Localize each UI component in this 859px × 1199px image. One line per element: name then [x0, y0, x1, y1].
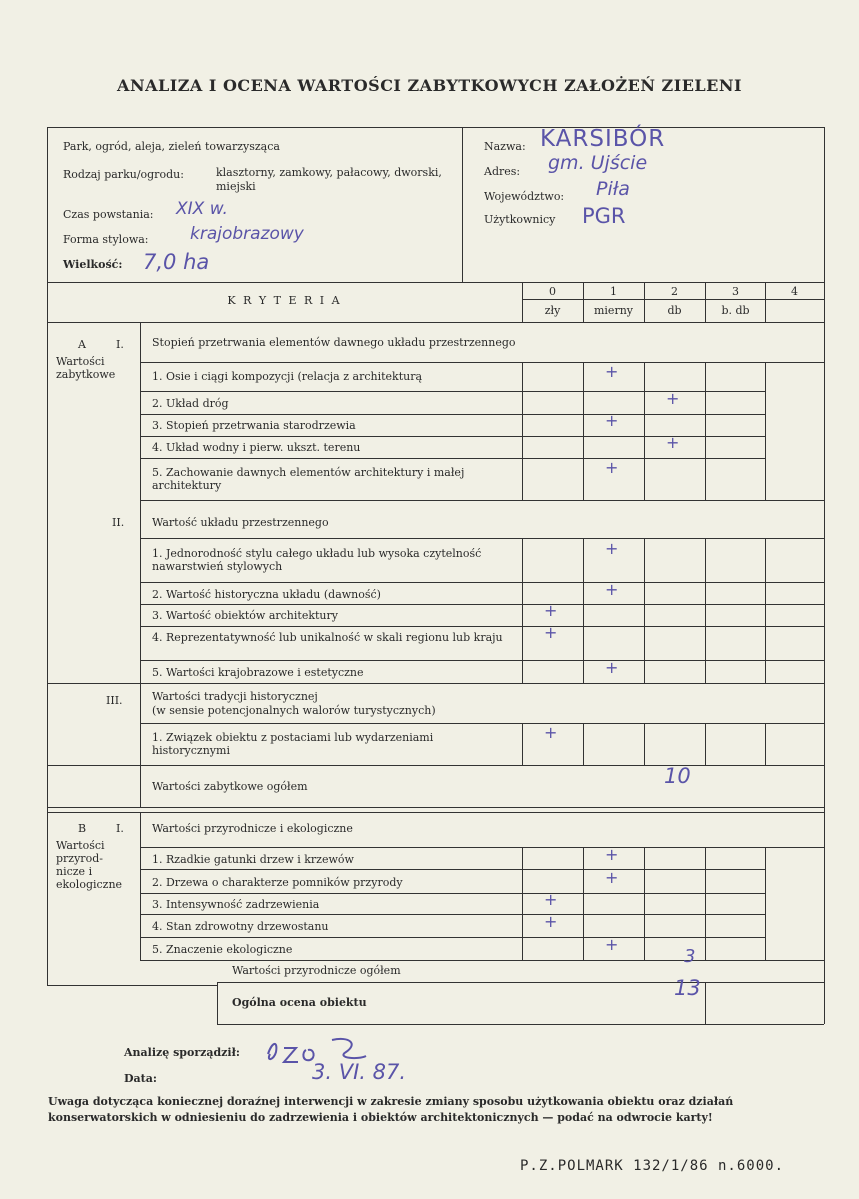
- a-i-item-3: 3. Stopień przetrwania starodrzewia: [152, 419, 356, 432]
- adres-label: Adres:: [484, 165, 521, 178]
- section-b-name-1: Wartości: [56, 839, 105, 852]
- a-i-item-1: 1. Osie i ciągi kompozycji (relacja z architekturą: [152, 370, 423, 383]
- section-a-total-value: 10: [664, 764, 691, 788]
- a-ii-item-2: 2. Wartość historyczna układu (dawność): [152, 588, 381, 601]
- a-ii-mark-2: +: [605, 580, 619, 599]
- a-ii-mark-1: +: [605, 539, 619, 558]
- a-i-mark-3: +: [605, 411, 619, 430]
- nazwa-label: Nazwa:: [484, 140, 526, 153]
- nazwa-value: KARSIBÓR: [540, 126, 666, 152]
- group-ii-title: Wartość układu przestrzennego: [152, 516, 329, 529]
- b-i-item-4: 4. Stan zdrowotny drzewostanu: [152, 920, 329, 933]
- forma-value: krajobrazowy: [190, 224, 304, 244]
- a-i-mark-4: +: [666, 433, 680, 452]
- a-iii-mark-1: +: [544, 723, 558, 742]
- a-ii-item-5: 5. Wartości krajobrazowe i estetyczne: [152, 666, 364, 679]
- score-label-2: db: [667, 304, 682, 317]
- b-i-item-1: 1. Rzadkie gatunki drzew i krzewów: [152, 853, 354, 866]
- forma-label: Forma stylowa:: [63, 233, 149, 246]
- section-b-name-4: ekologiczne: [56, 878, 123, 891]
- czas-label: Czas powstania:: [63, 208, 154, 221]
- section-b-numeral: I.: [116, 822, 124, 835]
- score-label-1: mierny: [593, 304, 633, 317]
- group-i-title: Stopień przetrwania elementów dawnego układu przestrzennego: [152, 336, 516, 349]
- adres-value: gm. Ujście: [548, 152, 648, 174]
- section-b-total-label: Wartości przyrodnicze ogółem: [232, 964, 401, 977]
- section-a-letter: A: [78, 338, 86, 351]
- kryteria-heading: K R Y T E R I A: [227, 294, 342, 307]
- b-i-mark-3: +: [544, 890, 558, 909]
- a-ii-mark-5: +: [605, 658, 619, 677]
- b-i-mark-2: +: [605, 868, 619, 887]
- a-ii-item-3: 3. Wartość obiektów architektury: [152, 609, 338, 622]
- a-iii-item-1: 1. Związek obiektu z postaciami lub wydarzeniami historycznymi: [152, 731, 434, 757]
- group-ii-numeral: II.: [112, 516, 125, 529]
- czas-value: XIX w.: [176, 199, 228, 219]
- a-ii-item-4: 4. Reprezentatywność lub unikalność w skali regionu lub kraju: [152, 631, 503, 644]
- a-i-mark-5: +: [605, 458, 619, 477]
- section-a-total-label: Wartości zabytkowe ogółem: [152, 780, 308, 793]
- overall-value: 13: [674, 976, 701, 1000]
- a-i-item-5: 5. Zachowanie dawnych elementów architektury i małej architektury: [152, 466, 465, 492]
- section-b-name-2: przyrod-: [56, 852, 103, 865]
- data-value: 3. VI. 87.: [312, 1060, 407, 1084]
- group-iii-title: Wartości tradycji historycznej: [152, 690, 318, 703]
- b-i-item-5: 5. Znaczenie ekologiczne: [152, 943, 293, 956]
- rodzaj-options-2: miejski: [216, 180, 256, 193]
- b-i-item-3: 3. Intensywność zadrzewienia: [152, 898, 320, 911]
- group-iii-numeral: III.: [106, 694, 123, 707]
- section-a-name: Wartości zabytkowe: [56, 355, 116, 381]
- wielkosc-label: Wielkość:: [63, 258, 123, 271]
- footer-note: Uwaga dotycząca koniecznej doraźnej interwencji w zakresie zmiany sposobu użytkowania obiektu oraz działań konserwatorskich w odniesieniu do zadrzewienia i obiektów architektonicznych — podać na odwrocie karty!: [48, 1095, 734, 1124]
- uzytkownicy-value: PGR: [582, 204, 626, 228]
- section-a-numeral: I.: [116, 338, 124, 351]
- score-label-3: b. db: [721, 304, 750, 317]
- a-i-mark-1: +: [605, 362, 619, 381]
- score-header-4: 4: [791, 285, 798, 298]
- a-i-item-2: 2. Układ dróg: [152, 397, 229, 410]
- a-ii-mark-4: +: [544, 623, 558, 642]
- rodzaj-options: klasztorny, zamkowy, pałacowy, dworski,: [216, 166, 442, 179]
- rodzaj-label: Rodzaj parku/ogrodu:: [63, 168, 184, 181]
- form-title: ANALIZA I OCENA WARTOŚCI ZABYTKOWYCH ZAŁOŻEŃ ZIELENI: [117, 76, 742, 95]
- score-header-2: 2: [671, 285, 678, 298]
- wojewodztwo-label: Województwo:: [484, 190, 565, 203]
- score-header-1: 1: [610, 285, 617, 298]
- a-ii-mark-3: +: [544, 601, 558, 620]
- a-ii-item-1: 1. Jednorodność stylu całego układu lub wysoka czytelność nawarstwień stylowych: [152, 547, 482, 573]
- a-i-mark-2: +: [666, 389, 680, 408]
- b-i-mark-5: +: [605, 935, 619, 954]
- wielkosc-value: 7,0 ha: [143, 250, 210, 274]
- group-iii-subtitle: (w sensie potencjonalnych walorów turystycznych): [152, 704, 436, 717]
- section-b-title: Wartości przyrodnicze i ekologiczne: [152, 822, 353, 835]
- b-i-item-2: 2. Drzewa o charakterze pomników przyrody: [152, 876, 403, 889]
- sporzadzil-label: Analizę sporządził:: [124, 1046, 240, 1059]
- print-code: P.Z.POLMARK 132/1/86 n.6000.: [520, 1158, 785, 1174]
- a-i-item-4: 4. Układ wodny i pierw. ukszt. terenu: [152, 441, 361, 454]
- section-b-letter: B: [78, 822, 87, 835]
- park-type-line: Park, ogród, aleja, zieleń towarzysząca: [63, 140, 280, 153]
- data-label: Data:: [124, 1072, 157, 1085]
- overall-label: Ogólna ocena obiektu: [232, 996, 367, 1009]
- score-label-0: zły: [544, 304, 561, 317]
- score-header-0: 0: [549, 285, 556, 298]
- b-i-mark-4: +: [544, 912, 558, 931]
- uzytkownicy-label: Użytkownicy: [484, 213, 556, 226]
- section-b-total-value: 3: [684, 946, 696, 967]
- score-header-3: 3: [732, 285, 739, 298]
- wojewodztwo-value: Piła: [596, 178, 630, 200]
- b-i-mark-1: +: [605, 845, 619, 864]
- section-b-name-3: nicze i: [56, 865, 93, 878]
